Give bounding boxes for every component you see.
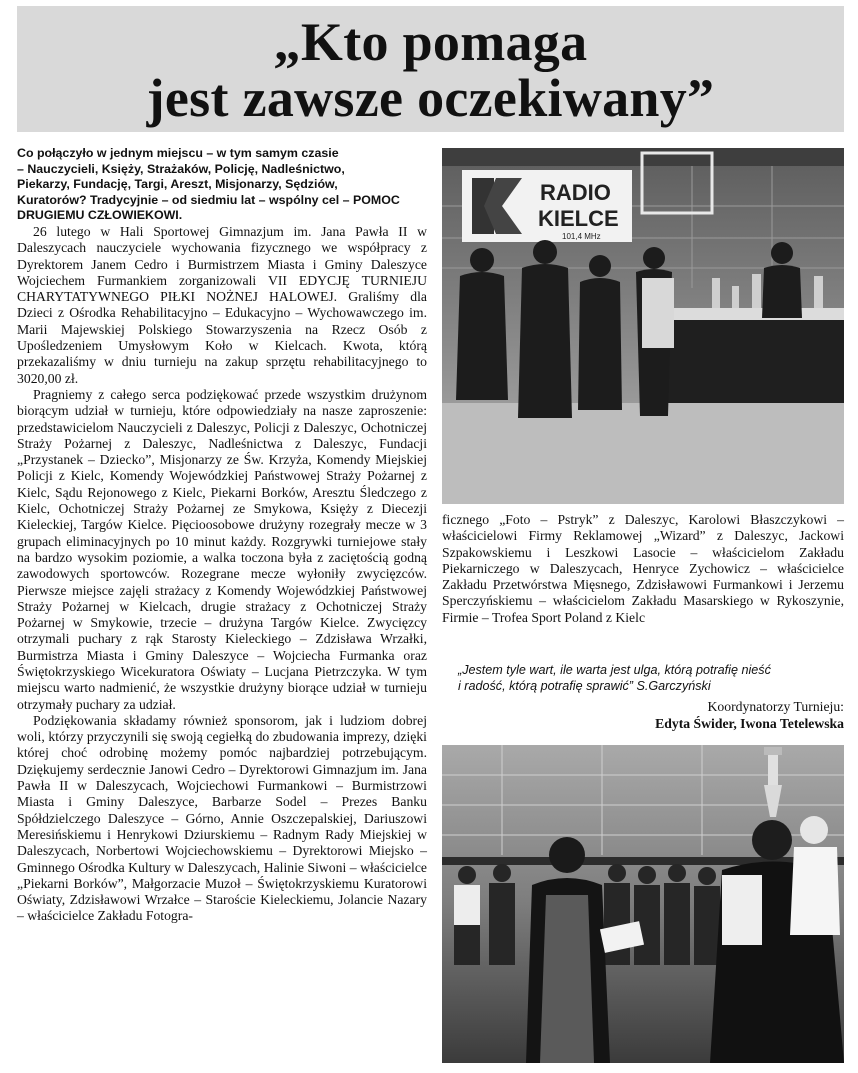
radio-banner-frequency: 101,4 MHz: [562, 232, 601, 241]
article-left-column: [17, 146, 427, 925]
lead-line: Piekarzy, Fundację, Targi, Areszt, Misjonarzy, Sędziów,: [17, 177, 338, 192]
quote: [458, 662, 844, 694]
headline-banner: [17, 6, 844, 132]
radio-banner-line-2: KIELCE: [538, 206, 619, 231]
article-right-column: [442, 512, 844, 626]
lead-paragraph: [17, 146, 427, 224]
lead-line: DRUGIEMU CZŁOWIEKOWI.: [17, 208, 183, 223]
quote-line-2: i radość, którą potrafię sprawić” S.Garczyński: [458, 679, 711, 693]
photo-trophy-handover: [442, 745, 844, 1063]
lead-line: Kuratorów? Tradycyjnie – od siedmiu lat – wspólny cel – POMOC: [17, 192, 400, 207]
body-paragraph: Podziękowania składamy również sponsorom, jak i ludziom dobrej woli, którzy przyczynili się swoją cegiełką do zbudowania imprezy, dzięki której choć odrobinę możemy pomóc najbardziej potrzebującym. Dziękujemy serdecznie Janowi Cedro – Dyrektorowi Gimnazjum im. Jana Pawła II w Daleszycach, Wojciechowi Furmankowi – Burmistrzowi Miasta i Gminy Daleszyce, Barbarze Sodel – Prezes Banku Spółdzielczego Daleszyce – Górno, Annie Oszczepalskiej, Dariuszowi Meresińskiemu i Henrykowi Dziurskiemu – Radnym Rady Miejskiej w Daleszycach, Norbertowi Wojciechowskiemu – Dyrektorowi Miejsko – Gminnego Ośrodka Kultury w Daleszycach, Halinie Siwoni – właścicielce „Piekarni Borków”, Małgorzacie Muzoł – Świętokrzyskiemu Kuratorowi Oświaty, Zdzisławowi Wrzałce – Staroście Kieleckiemu, Jolancie Nazary – właścicielce Zakładu Fotogra-: [17, 712, 427, 924]
body-continuation: ficznego „Foto – Pstryk” z Daleszyc, Karolowi Błaszczykowi – właścicielowi Firmy Reklamowej „Wizard” z Daleszyc, Jackowi Szpakowskiemu i Leszkowi Lasocie – właścicielom Zakładu Piekarniczego w Daleszycach, Henryce Zychowicz – właścicielce Zakładu Przetwórstwa Mięsnego, Zdzisławowi Furmankowi i Jerzemu Sperczyńskiemu – właścicielom Zakładu Masarskiego w Rykoszynie, Firmie – Trofea Sport Poland z Kielc: [442, 512, 844, 625]
photo-award-ceremony: [442, 148, 844, 504]
lead-line: Co połączyło w jednym miejscu – w tym samym czasie: [17, 146, 339, 160]
body-paragraph: Pragniemy z całego serca podziękować przede wszystkim drużynom biorącym udział w turnieju, które odpowiedziały na nasze zaproszenie: przedstawicielom Nauczycieli z Daleszyc, Policji z Daleszyc, Ochotniczej Straży Pożarnej z Daleszyc, Nadleśnictwa z Daleszyc, Fundacji „Przystanek – Dziecko”, Misjonarzy ze Św. Krzyża, Komendy Miejskiej Policji z Kielc, Komendy Wojewódzkiej Państwowej Straży Pożarnej z Kielc, Sądu Rejonowego z Kielc, Piekarni Borków, Aresztu Śledczego z Kielc, Ochotniczej Straży Pożarnej ze Smykowa, Księży z Diecezji Kieleckiej, Targów Kielce. Pięcioosobowe drużyny rozegrały mecze w 3 grupach eliminacyjnych po 10 minut każdy. Rozgrywki turniejowe stały na bardzo wysokim poziomie, a walka toczona była z zaciętością godną zawodowych sportowców. Rozegrane mecze wyłoniły zwycięzców. Pierwsze miejsce zajęli strażacy z Komendy Wojewódzkiej Państwowej Straży Pożarnej w Kielcach, drugie strażacy z Ochotniczej Straży Pożarnej w Smykowie, trzecie – drużyna Targów Kielce. Zwycięzcy otrzymali puchary z rąk Starosty Kieleckiego – Zdzisława Wrzałki, Burmistrza Miasta i Gminy Daleszyce – Wojciecha Furmanka oraz Świętokrzyskiego Wicekuratora Oświaty – Lucjana Pietrzczyka. W tym miejscu warto nadmienić, że wszystkie drużyny biorące udział w turnieju otrzymały puchary za udział.: [17, 386, 427, 712]
article-body: [17, 224, 427, 925]
coordinators-names: Edyta Świder, Iwona Tetelewska: [655, 716, 844, 731]
headline-line-1: „Kto pomaga: [273, 12, 588, 72]
quote-line-1: „Jestem tyle wart, ile warta jest ulga, którą potrafię nieść: [458, 663, 771, 677]
coordinators-label: Koordynatorzy Turnieju:: [707, 699, 844, 714]
photo-trophy-image: [442, 745, 844, 1063]
photo-ceremony-image: [442, 148, 844, 504]
lead-line: – Nauczycieli, Księży, Strażaków, Policję, Nadleśnictwo,: [17, 161, 345, 176]
coordinators-signature: [655, 698, 844, 732]
headline-line-2: jest zawsze oczekiwany”: [146, 68, 715, 128]
body-paragraph: 26 lutego w Hali Sportowej Gimnazjum im. Jana Pawła II w Daleszycach nauczyciele wychowania fizycznego we współpracy z Dyrektorem Janem Cedro i Burmistrzem Miasta i Gminy Daleszyce Wojciechem Furmankiem zorganizowali VII EDYCJĘ TURNIEJU CHARYTATYWNEGO PIŁKI NOŻNEJ HALOWEJ. Graliśmy dla Dzieci z Ośrodka Rehabilitacyjno – Edukacyjno – Wychowawczego im. Marii Majewskiej Polskiego Stowarzyszenia na Rzecz Osób z Upośledzeniem Umysłowym Koło w Kielcach. Kwota, którą przekazaliśmy w dniu turnieju na zakup sprzętu rehabilitacyjnego to 3020,00 zł.: [17, 223, 427, 386]
radio-banner-line-1: RADIO: [540, 180, 611, 205]
